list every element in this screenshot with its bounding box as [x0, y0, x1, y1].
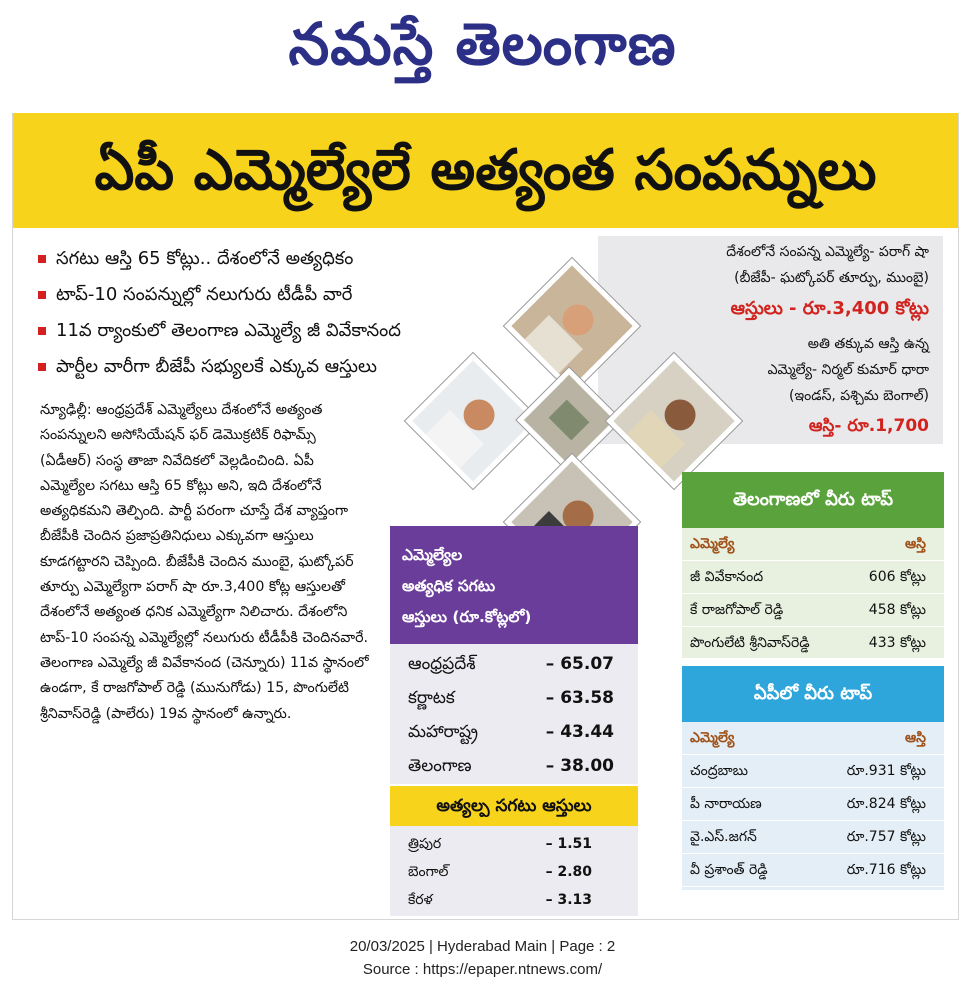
bullet-square-icon: [38, 327, 46, 335]
mla-asset: 606 కోట్లు: [868, 569, 926, 585]
lowest-assets-title: అత్యల్ప సగటు ఆస్తులు: [436, 796, 592, 816]
lowest-assets-list: [390, 826, 638, 916]
mla-name: పొంగులేటి శ్రీనివాస్‌రెడ్డి: [690, 635, 810, 651]
table-header-row: [682, 722, 944, 755]
mla-name: కే రాజగోపాల్‌ రెడ్డి: [690, 602, 784, 618]
key-point: [38, 352, 508, 388]
column-header: ఎమ్మెల్యే: [690, 730, 735, 746]
average-value: – 43.44: [545, 722, 614, 742]
mla-asset: రూ.824 కోట్లు: [846, 796, 926, 812]
key-point-text: పార్టీల వారీగా బీజేపీ సభ్యులకే ఎక్కువ ఆస్తులు: [56, 356, 377, 377]
article-body: న్యూఢిల్లీ: ఆంధ్రప్రదేశ్‌ ఎమ్మెల్యేలు దేశంలోనే అత్యంత సంపన్నులని అసోసియేషన్‌ ఫర్‌ డెమొక్రటిక్‌ రిఫామ్స్‌ (ఏడీఆర్‌) సంస్థ తాజా నివేదికలో వెల్లడించింది. ఏపీ ఎమ్మెల్యేల సగటు ఆస్తి 65 కోట్లు అని, ఇది దేశంలోనే అత్యధికమని తెల్పింది. పార్టీ పరంగా చూస్తే దేశ వ్యాప్తంగా బీజేపీకి చెందిన ప్రజాప్రతినిధులు ఎక్కువగా ఆస్తులు కూడగట్టారని చెప్పింది. బీజేపీకి చెందిన ముంబై, ఘట్కోపర్‌ తూర్పు ఎమ్మెల్యేగా పరాగ్‌ షా రూ.3,400 కోట్ల ఆస్తులతో దేశంలోనే అత్యంత ధనిక ఎమ్మెల్యేగా నిలిచారు. దేశంలోని టాప్‌-10 సంపన్న ఎమ్మెల్యేల్లో నలుగురు టీడీపీకి చెందినవారే. తెలంగాణ ఎమ్మెల్యే జీ వివేకానంద (చెన్నూరు) 11వ స్థానంలో ఉండగా, కే రాజగోపాల్‌ రెడ్డి (మునుగోడు) 15, పొంగులేటి శ్రీనివాస్‌రెడ్డి (పాలేరు) 19వ స్థానంలో ఉన్నారు.: [40, 402, 369, 722]
average-value: – 1.51: [545, 836, 592, 852]
average-assets-row: [408, 682, 628, 714]
article-headline: ఏపీ ఎమ్మెల్యేలే అత్యంత సంపన్నులు: [94, 138, 877, 203]
mla-asset: రూ.931 కోట్లు: [846, 763, 926, 779]
column-header: ఆస్తి: [905, 536, 926, 552]
poorest-mla-assets: ఆస్తి- రూ.1,700: [808, 416, 929, 436]
table-row: [682, 627, 944, 660]
key-point: [38, 280, 508, 316]
average-value: – 65.07: [545, 654, 614, 674]
footer-source-link[interactable]: Source : https://epaper.ntnews.com/: [362, 961, 603, 978]
state-name: ఆంధ్రప్రదేశ్‌: [408, 654, 476, 674]
average-value: – 63.58: [545, 688, 614, 708]
average-assets-title-line: అత్యధిక సగటు: [402, 577, 496, 595]
telangana-top-table: [682, 528, 944, 658]
table-row: [682, 854, 944, 887]
bullet-square-icon: [38, 363, 46, 371]
average-value: – 2.80: [545, 864, 592, 880]
ap-top-table: [682, 722, 944, 890]
state-name: మహారాష్ట్ర: [408, 722, 478, 742]
mla-name: జీ వివేకానంద: [690, 569, 764, 585]
average-assets-title-line: ఎమ్మెల్యేల: [402, 546, 463, 564]
average-value: – 38.00: [545, 756, 614, 776]
mla-name: చంద్రబాబు: [690, 763, 748, 779]
mla-name: వీ ప్రశాంత్‌ రెడ్డి: [690, 862, 768, 878]
table-row: [682, 755, 944, 788]
bullet-square-icon: [38, 255, 46, 263]
key-point-text: టాప్‌-10 సంపన్నుల్లో నలుగురు టీడీపీ వారే: [56, 284, 353, 305]
mla-asset: రూ.716 కోట్లు: [846, 862, 926, 878]
average-assets-title: [402, 540, 602, 633]
average-assets-title-line: ఆస్తులు (రూ.కోట్లలో): [402, 608, 532, 626]
state-name: త్రిపుర: [408, 836, 442, 852]
key-point: [38, 244, 508, 280]
key-point: [38, 316, 508, 352]
table-row: [682, 594, 944, 627]
mla-name: పీ నారాయణ: [690, 796, 762, 812]
average-assets-row: [408, 750, 628, 782]
poorest-mla-party: (ఇండస్‌, పశ్చిమ బెంగాల్‌): [789, 388, 929, 404]
poorest-mla-intro: అతి తక్కువ ఆస్తి ఉన్న: [807, 336, 929, 352]
table-row: [682, 821, 944, 854]
lowest-assets-row: [408, 886, 628, 914]
key-point-text: సగటు ఆస్తి 65 కోట్లు.. దేశంలోనే అత్యధికం: [56, 248, 354, 269]
telangana-top-title: తెలంగాణలో వీరు టాప్‌: [732, 489, 893, 510]
bullet-square-icon: [38, 291, 46, 299]
poorest-mla-name: ఎమ్మెల్యే- నిర్మల్‌ కుమార్‌ ధారా: [767, 362, 929, 378]
mla-asset: రూ.757 కోట్లు: [846, 829, 926, 845]
mla-name: వై.ఎస్‌.జగన్‌: [690, 829, 757, 845]
lowest-assets-row: [408, 830, 628, 858]
table-row: [682, 561, 944, 594]
mla-asset: 433 కోట్లు: [868, 635, 926, 651]
average-assets-row: [408, 648, 628, 680]
ap-top-title: ఏపీలో వీరు టాప్‌: [753, 683, 873, 704]
average-assets-list: [390, 644, 638, 784]
richest-mla-party-line: (బీజేపీ- ఘట్కోపర్‌ తూర్పు, ముంబై): [734, 270, 929, 286]
lowest-assets-row: [408, 858, 628, 886]
state-name: కర్ణాటక: [408, 688, 455, 708]
state-name: కేరళ: [408, 892, 433, 908]
average-value: – 3.13: [545, 892, 592, 908]
newspaper-masthead: నమస్తే తెలంగాణ: [288, 10, 677, 78]
footer-edition-info: 20/03/2025 | Hyderabad Main | Page : 2: [349, 938, 616, 955]
table-row: [682, 788, 944, 821]
richest-mla-line: దేశంలోనే సంపన్న ఎమ్మెల్యే- పరాగ్‌ షా: [726, 244, 929, 260]
richest-mla-assets: ఆస్తులు - రూ.3,400 కోట్లు: [730, 298, 929, 319]
state-name: బెంగాల్‌: [408, 864, 449, 880]
key-points-list: [38, 244, 508, 388]
state-name: తెలంగాణ: [408, 756, 472, 776]
average-assets-row: [408, 716, 628, 748]
table-header-row: [682, 528, 944, 561]
column-header: ఆస్తి: [905, 730, 926, 746]
mla-asset: 458 కోట్లు: [868, 602, 926, 618]
key-point-text: 11వ ర్యాంకులో తెలంగాణ ఎమ్మెల్యే జీ వివేకానంద: [56, 320, 401, 341]
column-header: ఎమ్మెల్యే: [690, 536, 735, 552]
